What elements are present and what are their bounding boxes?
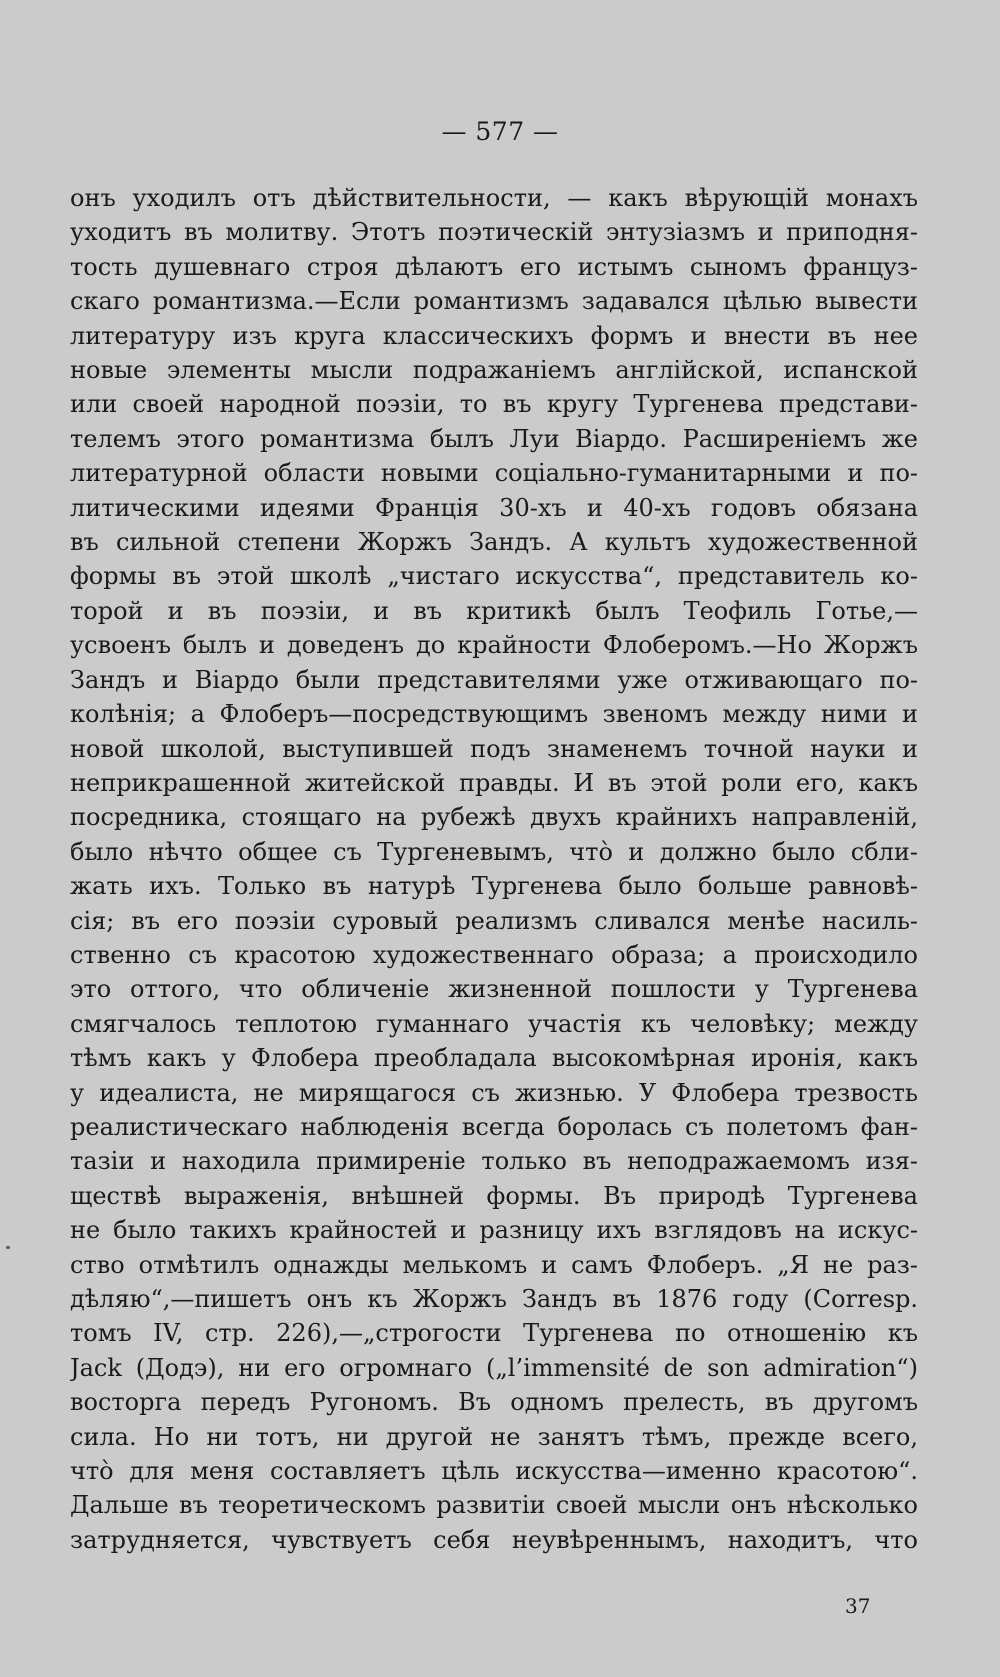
text-line: уходитъ въ молитву. Этотъ поэтическій энтузіазмъ и приподня- [70, 218, 918, 247]
text-line: ществѣ выраженія, внѣшней формы. Въ природѣ Тургенева [70, 1181, 918, 1210]
text-line: смягчалось теплотою гуманнаго участія къ человѣку; между [70, 1009, 918, 1038]
text-line: колѣнія; а Флоберъ—посредствующимъ звеномъ между ними и [70, 700, 918, 729]
text-line: посредника, стоящаго на рубежѣ двухъ крайнихъ направленій, [70, 803, 918, 832]
text-line: тѣмъ какъ у Флобера преобладала высокомѣрная иронія, какъ [70, 1044, 918, 1073]
text-line: дѣляю“,—пишетъ онъ къ Жоржъ Зандъ въ 1876 году (Corresp. [70, 1285, 918, 1313]
signature-mark: 37 [845, 1594, 871, 1618]
text-line: Jack (Додэ), ни его огромнаго („l’immensité de son admiration“) [70, 1353, 918, 1382]
text-line: это оттого, что обличеніе жизненной пошлости у Тургенева [70, 975, 918, 1004]
text-line: формы въ этой школѣ „чистаго искусства“, представитель ко- [70, 562, 918, 591]
text-line: новые элементы мысли подражаніемъ англійской, испанской [70, 356, 918, 385]
text-line: усвоенъ былъ и доведенъ до крайности Флоберомъ.—Но Жоржъ [70, 631, 918, 660]
text-line: жать ихъ. Только въ натурѣ Тургенева было больше равновѣ- [70, 872, 918, 901]
text-line: сила. Но ни тотъ, ни другой не занятъ тѣмъ, прежде всего, [70, 1422, 918, 1451]
text-line: было нѣчто общее съ Тургеневымъ, что̀ и должно было сбли- [70, 837, 918, 866]
text-line: Дальше въ теоретическомъ развитіи своей мысли онъ нѣсколько [70, 1491, 918, 1520]
text-line: неприкрашенной житейской правды. И въ этой роли его, какъ [70, 768, 918, 797]
text-line: восторга передъ Ругономъ. Въ одномъ прелесть, въ другомъ [70, 1388, 918, 1417]
text-line: тость душевнаго строя дѣлаютъ его истымъ сыномъ францyз- [70, 252, 918, 281]
text-line: новой школой, выступившей подъ знаменемъ точной науки и [70, 734, 918, 763]
text-line: Зандъ и Віардо были представителями уже отживающаго по- [70, 665, 918, 694]
text-line: телемъ этого романтизма былъ Луи Віардо. Расширеніемъ же [70, 424, 918, 453]
text-line: у идеалиста, не мирящагося съ жизнью. У Флобера трезвость [70, 1078, 918, 1107]
text-line: томъ IV, стр. 226),—„строгости Тургенева по отношенію къ [70, 1319, 918, 1348]
paper-speck [6, 1246, 10, 1249]
text-line: не было такихъ крайностей и разницу ихъ взглядовъ на искус- [70, 1216, 918, 1245]
page-number: — 577 — [441, 117, 559, 146]
text-line: ственно съ красотою художественнаго образа; а происходило [70, 940, 918, 969]
text-line: торой и въ поэзіи, и въ критикѣ былъ Теофиль Готье,— [70, 596, 918, 625]
text-line: тазіи и находила примиреніе только въ неподражаемомъ изя- [70, 1147, 918, 1176]
text-line: реалистическаго наблюденія всегда боролась съ полетомъ фан- [70, 1112, 918, 1141]
text-line: онъ уходилъ отъ дѣйствительности, — какъ вѣрующій монахъ [70, 184, 918, 212]
body-text [70, 181, 918, 1557]
text-line: затрудняется, чувствуетъ себя неувѣреннымъ, находитъ, что [70, 1525, 918, 1554]
text-line: что̀ для меня составляетъ цѣль искусства—именно красотою“. [70, 1457, 918, 1486]
text-line: или своей народной поэзіи, то въ кругу Тургенева представи- [70, 390, 918, 419]
text-line: литературной области новыми соціально-гуманитарными и по- [70, 459, 918, 488]
text-line: литическими идеями Франція 30-хъ и 40-хъ годовъ обязана [70, 493, 918, 522]
text-line: сія; въ его поэзіи суровый реализмъ сливался менѣе насиль- [70, 906, 918, 935]
text-line: въ сильной степени Жоржъ Зандъ. А культъ художественной [70, 528, 918, 557]
text-line: ство отмѣтилъ однажды мелькомъ и самъ Флоберъ. „Я не раз- [70, 1250, 918, 1279]
text-line: литературу изъ круга классическихъ формъ и внести въ нее [70, 321, 918, 350]
text-line: скаго романтизма.—Если романтизмъ задавался цѣлью вывести [70, 287, 918, 316]
